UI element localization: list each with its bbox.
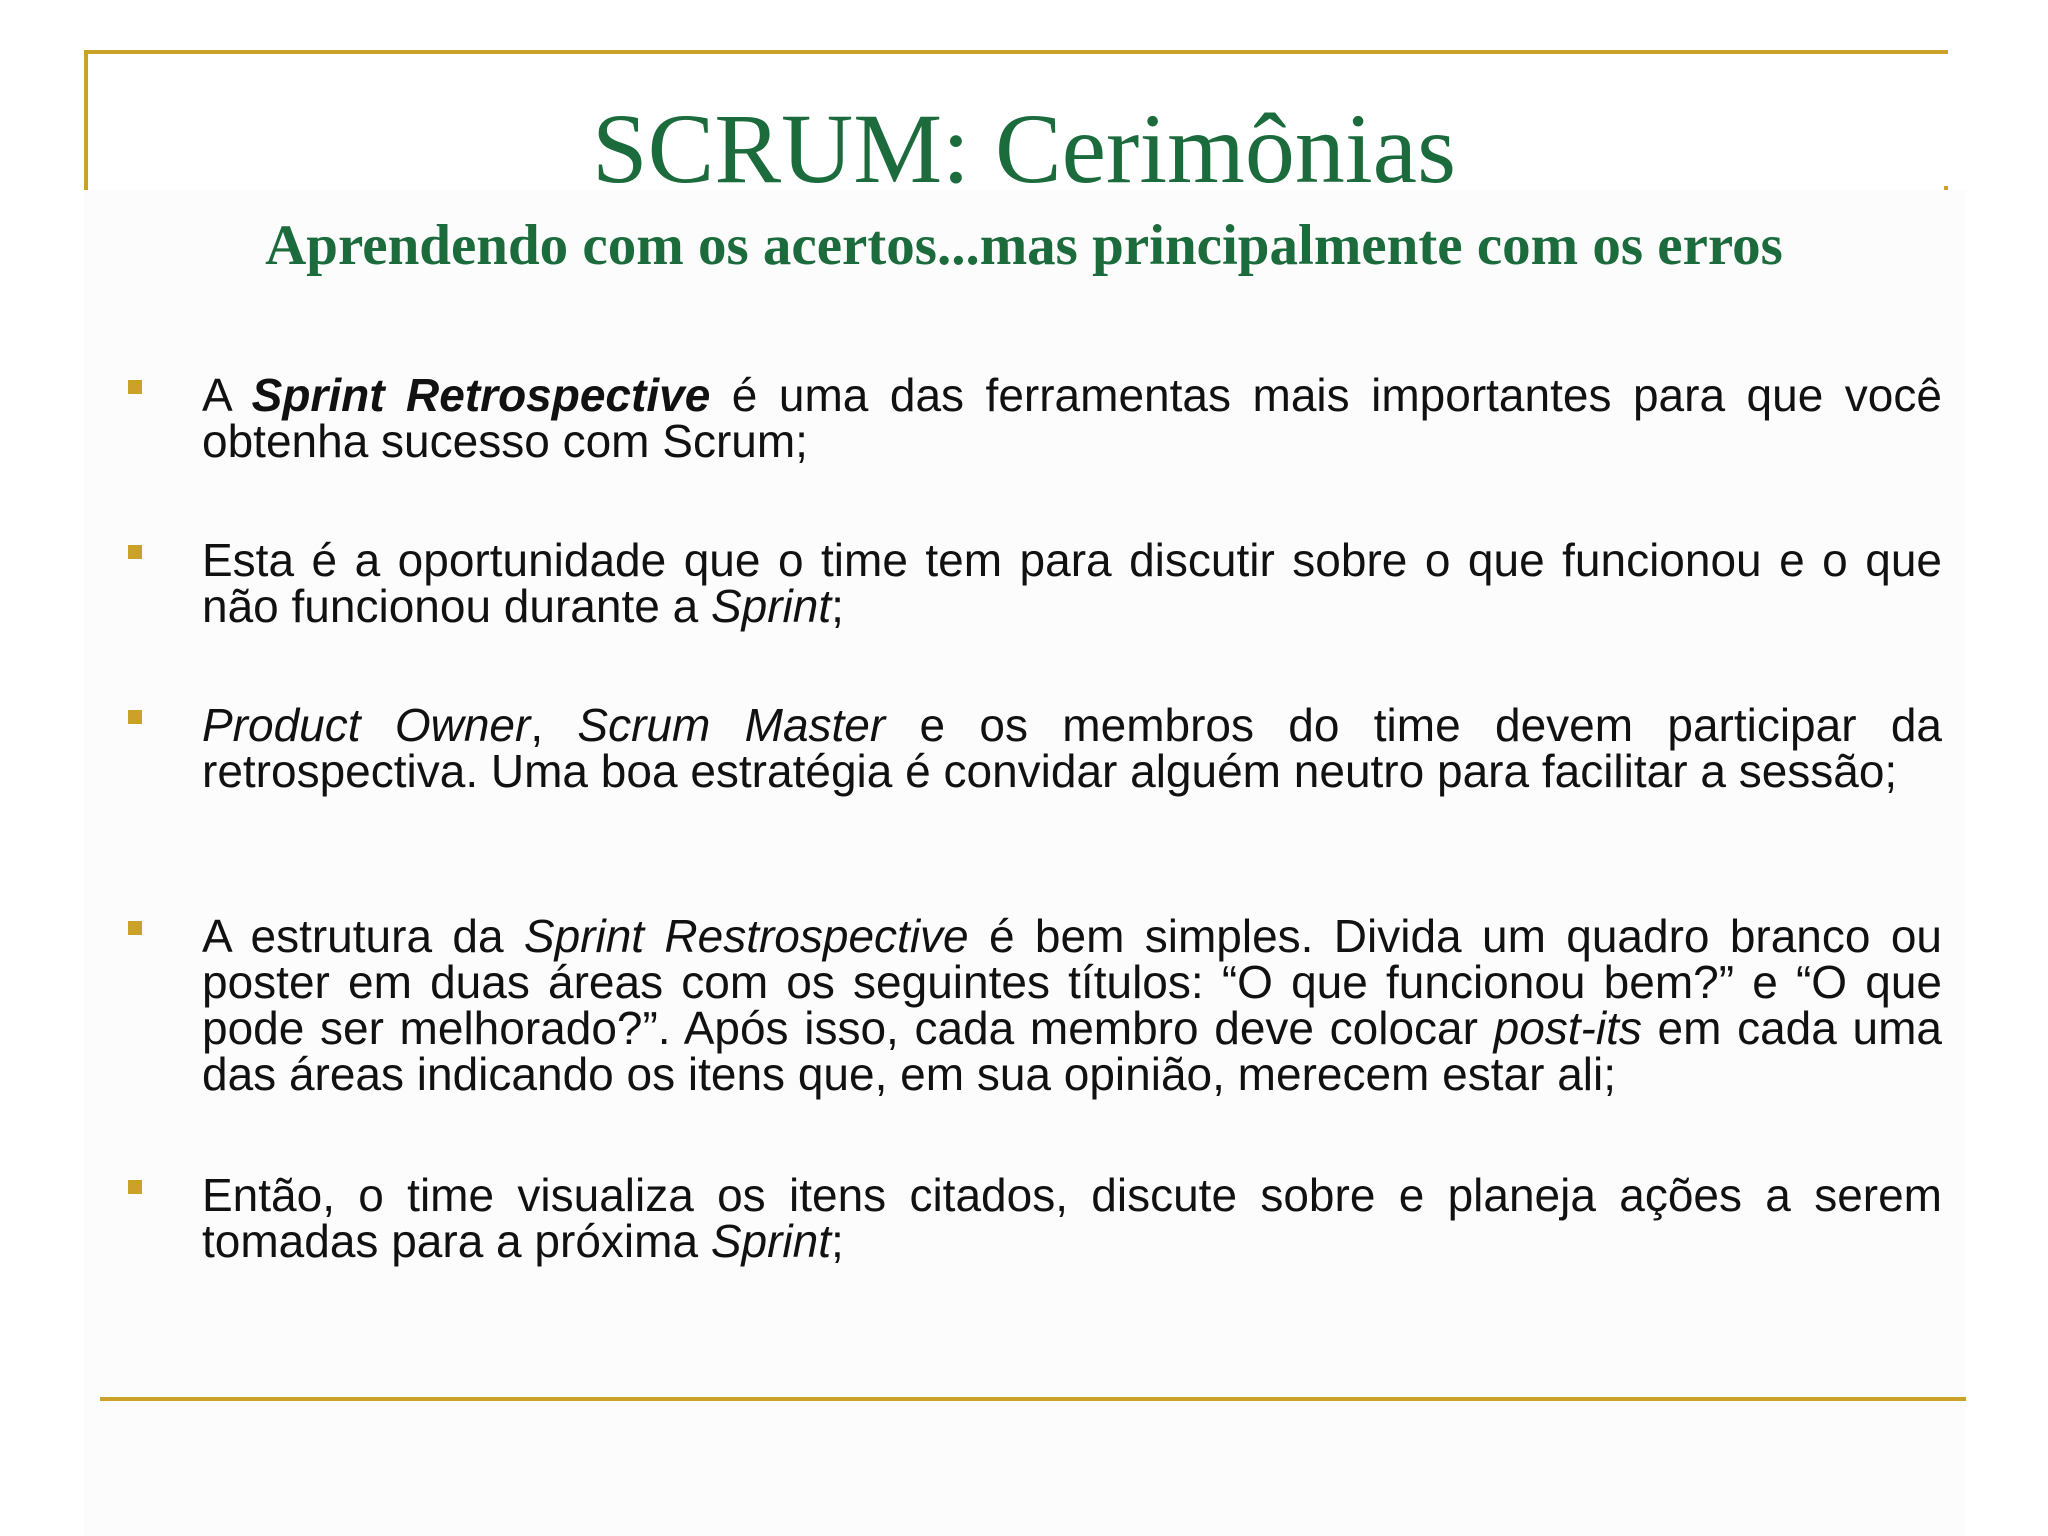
square-bullet-icon [128,921,142,935]
slide-title: SCRUM: Cerimônias [592,93,1456,204]
slide-subtitle: Aprendendo com os acertos...mas principalmente com os erros [265,214,1783,277]
bullet-item [202,910,1942,1100]
bullet-text: ; [831,580,844,632]
bullet-text-italic: post-its [1493,1002,1642,1054]
bullet-text-italic: Sprint [710,1215,831,1267]
square-bullet-icon [128,710,142,724]
bullet-text: A estrutura da [202,910,524,962]
bullet-item [202,699,1943,797]
bullet-text: é bem simples. Divida um quadro branco ou poster em duas áreas com os seguintes títulos: “O que funcionou bem?” e “O que pode ser melhorado?”. Após isso, cada membro deve colocar [202,910,1942,1054]
square-bullet-icon [128,1180,142,1194]
bullet-text: ; [830,1215,844,1267]
bullet-text: e os membros do time devem participar da retrospectiva. Uma boa estratégia é convidar alguém neutro para facilitar a sessão; [202,699,1943,797]
bullet-text-emphasis: Sprint Retrospective [251,369,711,421]
bullet-text-italic: Sprint Restrospective [523,910,969,962]
bullet-text: A [202,369,252,421]
bullet-text: Então, o time visualiza os itens citados, discute sobre e planeja ações a serem tomadas para a próxima [202,1169,1942,1267]
square-bullet-icon [128,380,142,394]
bullet-item [202,369,1942,467]
bullet-text: em cada uma das áreas indicando os itens que, em sua opinião, merecem estar ali; [202,1002,1942,1100]
bullet-text-italic: Sprint [710,580,832,632]
bullet-text-italic: Product Owner [202,699,531,751]
square-bullet-icon [128,545,142,559]
bullet-item [202,534,1942,632]
bullet-text: é uma das ferramentas mais importantes para que você obtenha sucesso com Scrum; [202,369,1942,467]
bullet-text-italic: Scrum Master [577,699,886,751]
bullet-text: , [530,699,578,751]
bullet-item [202,1169,1942,1267]
bullet-text: Esta é a oportunidade que o time tem para discutir sobre o que funcionou e o que não funcionou durante a [202,534,1942,632]
